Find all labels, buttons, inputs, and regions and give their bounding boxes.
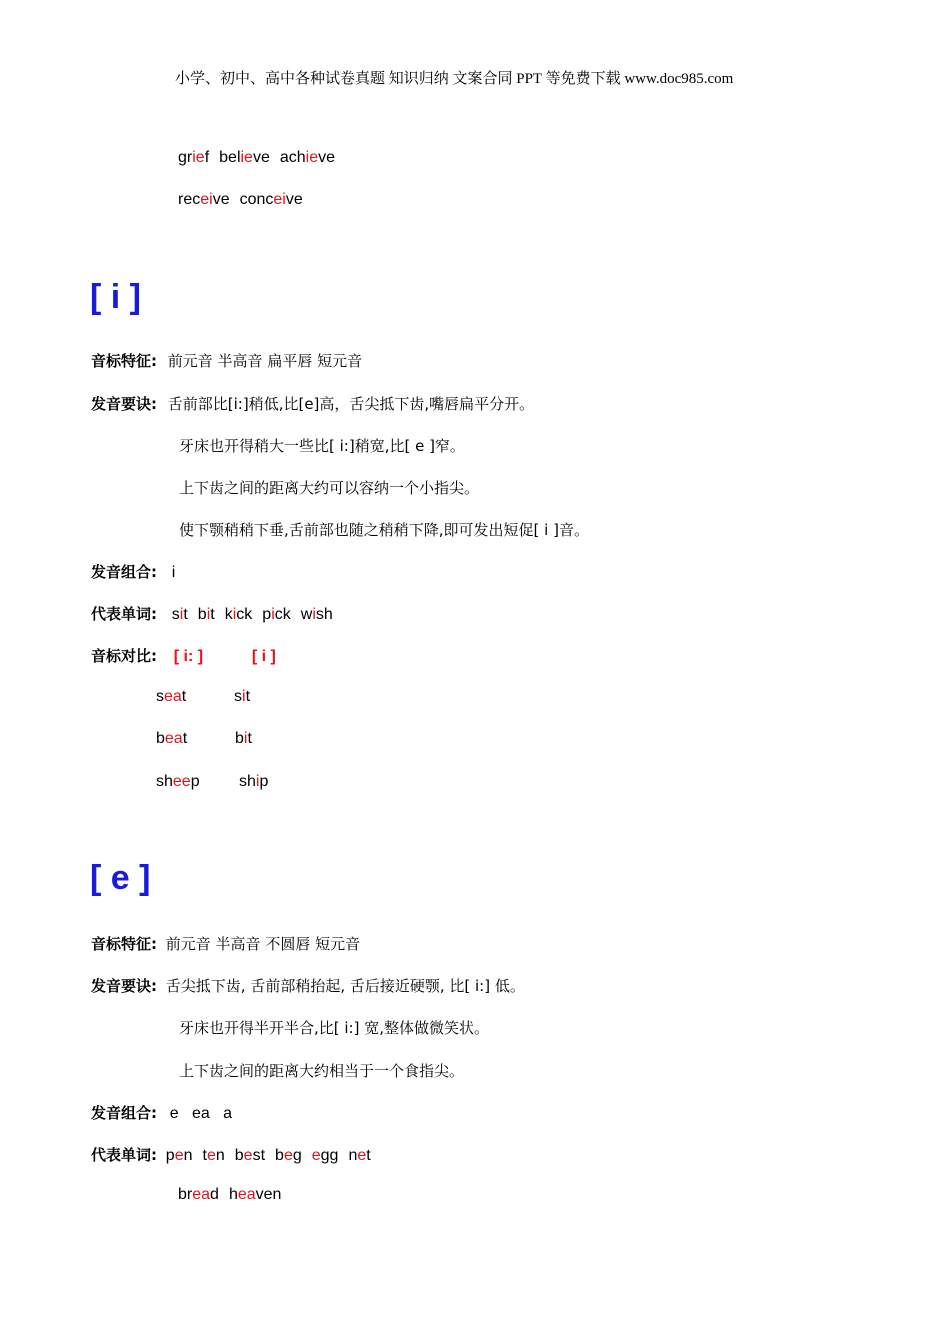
word-highlight: ie (192, 149, 205, 166)
word-highlight: ie (240, 149, 253, 166)
combo-text: i (171, 564, 176, 581)
word-part: ve (285, 191, 303, 208)
word-highlight: e (357, 1147, 367, 1164)
tips-line-2: 牙床也开得稍大一些比[ i:]稍宽,比[ e ]窄。 (179, 437, 465, 455)
word-highlight: ei (273, 191, 286, 208)
word (235, 1147, 265, 1164)
word-highlight: e (174, 1147, 184, 1164)
word-part: b (197, 606, 207, 623)
word-part: b (156, 730, 165, 747)
word (166, 1147, 193, 1164)
word (275, 1147, 302, 1164)
section-i-tips (91, 393, 534, 414)
section-i-features (91, 350, 362, 371)
tips-line-2: 牙床也开得半开半合,比[ i:] 宽,整体做微笑状。 (179, 1019, 489, 1037)
word (312, 1147, 339, 1164)
word-part: g (292, 1147, 302, 1164)
word-highlight: ei (200, 191, 213, 208)
top-words-row1 (178, 149, 335, 167)
section-i-combo (91, 561, 175, 582)
tips-line-4: 使下颚稍稍下垂,舌前部也随之稍稍下降,即可发出短促[ i ]音。 (179, 521, 589, 539)
word-part: s (234, 688, 242, 705)
section-i-words (91, 603, 333, 624)
word-part: t (202, 1147, 207, 1164)
word-part: gg (320, 1147, 339, 1164)
tips-line-1: 舌前部比[i:]稍低,比[e]高，舌尖抵下齿,嘴唇扁平分开。 (167, 395, 535, 413)
word-part: p (165, 1147, 175, 1164)
word-part: br (178, 1186, 193, 1203)
word-highlight: e (283, 1147, 293, 1164)
word-highlight: i (255, 773, 260, 790)
word-part: t (181, 688, 187, 705)
word-highlight: ee (172, 773, 191, 790)
word-part: sh (156, 773, 173, 790)
word (229, 1186, 282, 1203)
word-part: ck (236, 606, 253, 623)
section-e-features (91, 933, 360, 954)
word-part: s (171, 606, 180, 623)
top-words-row2 (178, 191, 303, 209)
word-part: gr (178, 149, 193, 166)
features-label: 音标特征: (91, 935, 157, 953)
combo-label: 发音组合: (91, 1104, 157, 1122)
word-part: b (235, 730, 244, 747)
features-label: 音标特征: (91, 352, 157, 370)
words-label: 代表单词: (91, 1146, 157, 1164)
word (178, 191, 230, 208)
word-highlight: i (232, 606, 237, 623)
word-part: conc (239, 191, 274, 208)
pair-2-b (235, 730, 252, 748)
word-highlight: e (311, 1147, 321, 1164)
word-part: n (348, 1147, 358, 1164)
word-part: p (262, 606, 272, 623)
word-part: ve (212, 191, 230, 208)
word-part: st (252, 1147, 266, 1164)
compare-b: [ i ] (251, 648, 276, 665)
word-part: t (183, 606, 188, 623)
word (280, 149, 335, 166)
word-part: w (300, 606, 313, 623)
word-highlight: i (312, 606, 316, 623)
section-e-title: [ e ] (90, 859, 151, 897)
word (156, 688, 186, 705)
word (219, 149, 270, 166)
word (178, 149, 209, 166)
word-part: sh (239, 773, 256, 790)
word-part: t (366, 1147, 371, 1164)
section-i-compare (91, 645, 276, 666)
tips-line-1: 舌尖抵下齿, 舌前部稍抬起, 舌后接近硬颚, 比[ i:] 低。 (165, 977, 525, 995)
word-part: t (210, 606, 215, 623)
word-highlight: e (206, 1147, 216, 1164)
word (262, 606, 290, 623)
word (234, 688, 250, 705)
word (348, 1147, 370, 1164)
word-part: ve (318, 149, 336, 166)
word-part: d (210, 1186, 219, 1203)
word (240, 191, 303, 208)
features-text: 前元音 半高音 扁平唇 短元音 (167, 352, 363, 370)
combo-label: 发音组合: (91, 563, 157, 581)
section-e-combo (91, 1102, 232, 1123)
word (239, 773, 268, 790)
word (198, 606, 215, 623)
section-e-words-row2 (178, 1186, 281, 1204)
compare-label: 音标对比: (91, 647, 157, 665)
words-label: 代表单词: (91, 605, 157, 623)
word-part: ck (274, 606, 291, 623)
word-highlight: i (243, 730, 248, 747)
word-part: h (228, 1186, 238, 1203)
word-highlight: i (271, 606, 275, 623)
word-part: bel (219, 149, 241, 166)
page-header: 小学、初中、高中各种试卷真题 知识归纳 文案合同 PPT 等免费下载 www.doc985.com (175, 71, 734, 87)
word-part: ach (279, 149, 306, 166)
pair-2-a (156, 730, 187, 748)
word-part: f (204, 149, 210, 166)
word (301, 606, 333, 623)
word-part: sh (315, 606, 333, 623)
word-part: b (275, 1147, 284, 1164)
words-list (166, 1147, 371, 1164)
word-part: p (190, 773, 200, 790)
word (203, 1147, 225, 1164)
word (156, 730, 187, 747)
word-part: b (234, 1147, 244, 1164)
word-highlight: ea (164, 730, 183, 747)
section-i-title: [ i ] (90, 278, 141, 316)
word-highlight: i (179, 606, 184, 623)
word-highlight: i (206, 606, 211, 623)
word-highlight: ea (192, 1186, 211, 1203)
word (172, 606, 188, 623)
word-part: rec (178, 191, 201, 208)
word-highlight: e (243, 1147, 253, 1164)
word (156, 773, 200, 790)
word-highlight: ie (305, 149, 319, 166)
pair-1-b (234, 688, 250, 706)
word-part: t (247, 730, 252, 747)
tips-label: 发音要诀: (91, 395, 157, 413)
compare-a: [ i: ] (173, 648, 204, 665)
word-part: k (224, 606, 233, 623)
word (178, 1186, 219, 1203)
word (225, 606, 253, 623)
word (235, 730, 252, 747)
word-highlight: i (242, 688, 246, 705)
word-highlight: ea (164, 688, 182, 705)
word-highlight: ea (237, 1186, 256, 1203)
section-e-words (91, 1144, 371, 1165)
word-part: t (182, 730, 188, 747)
word-part: n (215, 1147, 225, 1164)
pair-3-a (156, 773, 200, 791)
pair-3-b (239, 773, 268, 791)
word-part: ven (255, 1186, 282, 1203)
word-part: n (183, 1147, 193, 1164)
word-part: ve (252, 149, 270, 166)
features-text: 前元音 半高音 不圆唇 短元音 (165, 935, 361, 953)
word-part: t (245, 688, 251, 705)
tips-line-3: 上下齿之间的距离大约相当于一个食指尖。 (179, 1062, 465, 1080)
combo-text: e ea a (169, 1105, 233, 1122)
section-e-tips (91, 975, 525, 996)
tips-line-3: 上下齿之间的距离大约可以容纳一个小指尖。 (179, 479, 480, 497)
word-part: p (259, 773, 269, 790)
tips-label: 发音要诀: (91, 977, 157, 995)
words-list (172, 606, 333, 623)
pair-1-a (156, 688, 186, 706)
word-part: s (156, 688, 164, 705)
